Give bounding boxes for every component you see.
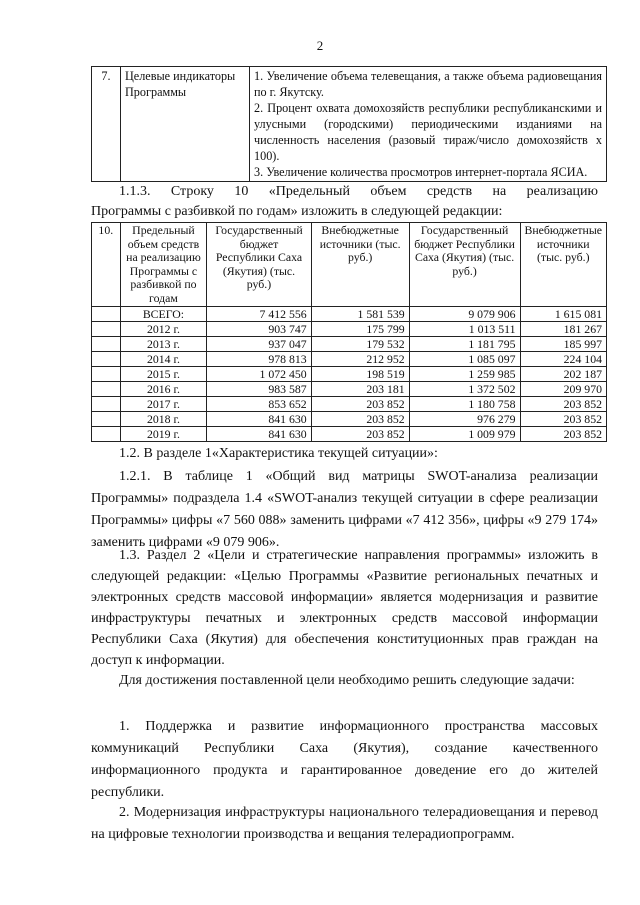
header-extra-budget: Внебюджетные источники (тыс. руб.) bbox=[311, 223, 409, 307]
cell-empty bbox=[92, 367, 121, 382]
cell-empty bbox=[92, 337, 121, 352]
table-row bbox=[92, 367, 607, 382]
cell-extra: 203 852 bbox=[311, 427, 409, 442]
table-row bbox=[92, 307, 607, 322]
paragraph-1-2-1 bbox=[91, 466, 598, 554]
cell-state-2: 1 085 097 bbox=[409, 352, 520, 367]
cell-extra-2: 203 852 bbox=[520, 412, 607, 427]
cell-extra: 179 532 bbox=[311, 337, 409, 352]
table-row bbox=[92, 397, 607, 412]
cell-label: 2014 г. bbox=[120, 352, 207, 367]
cell-label: 2012 г. bbox=[120, 322, 207, 337]
table-row bbox=[92, 427, 607, 442]
paragraph-goal bbox=[91, 670, 598, 691]
header-extra-budget-2: Внебюджетные источники (тыс. руб.) bbox=[520, 223, 607, 307]
cell-state-2: 1 013 511 bbox=[409, 322, 520, 337]
cell-label: ВСЕГО: bbox=[120, 307, 207, 322]
indicator-item: 3. Увеличение количества просмотров интернет-портала ЯСИА. bbox=[254, 165, 588, 179]
paragraph-task-1 bbox=[91, 716, 598, 804]
row-number: 7. bbox=[92, 67, 121, 182]
cell-empty bbox=[92, 352, 121, 367]
table-row bbox=[92, 337, 607, 352]
cell-state: 1 072 450 bbox=[207, 367, 311, 382]
cell-extra: 175 799 bbox=[311, 322, 409, 337]
cell-extra: 198 519 bbox=[311, 367, 409, 382]
paragraph-text: 1. Поддержка и развитие информационного пространства массовых коммуникаций Республики Саха (Якутия), создание качественного информационного продукта и гарантированное доведение его до жителей республики. bbox=[91, 719, 598, 800]
cell-state: 903 747 bbox=[207, 322, 311, 337]
paragraph-text: 2. Модернизация инфраструктуры национального телерадиовещания и перевод на цифровые технологии производства и вещания телерадиопрограмм. bbox=[91, 805, 598, 842]
cell-extra: 203 181 bbox=[311, 382, 409, 397]
cell-extra: 212 952 bbox=[311, 352, 409, 367]
cell-state-2: 1 181 795 bbox=[409, 337, 520, 352]
cell-empty bbox=[92, 397, 121, 412]
paragraph-1-2 bbox=[91, 444, 598, 464]
cell-state-2: 9 079 906 bbox=[409, 307, 520, 322]
table-row bbox=[92, 67, 607, 182]
cell-empty bbox=[92, 322, 121, 337]
cell-extra-2: 209 970 bbox=[520, 382, 607, 397]
cell-extra-2: 202 187 bbox=[520, 367, 607, 382]
paragraph-task-2 bbox=[91, 802, 598, 846]
cell-state: 983 587 bbox=[207, 382, 311, 397]
cell-extra: 203 852 bbox=[311, 412, 409, 427]
cell-state: 937 047 bbox=[207, 337, 311, 352]
cell-label: 2018 г. bbox=[120, 412, 207, 427]
cell-empty bbox=[92, 307, 121, 322]
cell-empty bbox=[92, 427, 121, 442]
page-number: 2 bbox=[316, 38, 324, 53]
cell-state-2: 1 372 502 bbox=[409, 382, 520, 397]
table-row bbox=[92, 352, 607, 367]
indicators-table bbox=[91, 66, 607, 182]
paragraph-1-3 bbox=[91, 545, 598, 671]
cell-state-2: 976 279 bbox=[409, 412, 520, 427]
header-title: Предельный объем средств на реализацию Программы с разбивкой по годам bbox=[120, 223, 207, 307]
paragraph-text: 1.3. Раздел 2 «Цели и стратегические направления программы» изложить в следующей редакции: «Целью Программы «Развитие региональных печатных и электронных средств массовой информации» является модернизация и развитие инфраструктуры печатных и электронных средств массовой информации Республики Саха (Якутия) для обеспечения конституционных прав граждан на доступ к информации. bbox=[91, 548, 598, 668]
paragraph-line: Программы с разбивкой по годам» изложить в следующей редакции: bbox=[91, 204, 503, 219]
cell-extra-2: 181 267 bbox=[520, 322, 607, 337]
cell-state: 7 412 556 bbox=[207, 307, 311, 322]
cell-state-2: 1 259 985 bbox=[409, 367, 520, 382]
indicators-list bbox=[250, 67, 607, 182]
cell-state-2: 1 180 758 bbox=[409, 397, 520, 412]
cell-extra: 203 852 bbox=[311, 397, 409, 412]
cell-label: 2016 г. bbox=[120, 382, 207, 397]
cell-extra: 1 581 539 bbox=[311, 307, 409, 322]
paragraph-text: 1.2.1. В таблице 1 «Общий вид матрицы SWOT-анализа реализации Программы» подраздела 1.4 «SWOT-анализ текущей ситуации в сфере реализации Программы» цифры «7 560 088» заменить цифрами «7 412 356», цифры «9 279 174» заменить цифрами «9 079 906». bbox=[91, 469, 598, 550]
cell-label: 2013 г. bbox=[120, 337, 207, 352]
paragraph-text: Для достижения поставленной цели необходимо решить следующие задачи: bbox=[119, 673, 575, 688]
header-state-budget: Государственный бюджет Республики Саха (Якутия) (тыс. руб.) bbox=[207, 223, 311, 307]
header-no: 10. bbox=[92, 223, 121, 307]
cell-empty bbox=[92, 382, 121, 397]
header-state-budget-2: Государственный бюджет Республики Саха (Якутия) (тыс. руб.) bbox=[409, 223, 520, 307]
cell-extra-2: 1 615 081 bbox=[520, 307, 607, 322]
indicator-item: 2. Процент охвата домохозяйств республики республиканскими и улусными (городскими) периодическими изданиями на численность населения (разовый тираж/число домохозяйств х 100). bbox=[254, 101, 602, 163]
funding-table bbox=[91, 222, 607, 442]
table-header-row bbox=[92, 223, 607, 307]
cell-extra-2: 203 852 bbox=[520, 427, 607, 442]
cell-label: 2015 г. bbox=[120, 367, 207, 382]
cell-state: 841 630 bbox=[207, 427, 311, 442]
cell-state: 853 652 bbox=[207, 397, 311, 412]
table-row bbox=[92, 382, 607, 397]
cell-label: 2017 г. bbox=[120, 397, 207, 412]
cell-extra-2: 203 852 bbox=[520, 397, 607, 412]
paragraph-1-1-3 bbox=[91, 182, 598, 222]
cell-empty bbox=[92, 412, 121, 427]
cell-state: 978 813 bbox=[207, 352, 311, 367]
paragraph-text: 1.2. В разделе 1«Характеристика текущей ситуации»: bbox=[119, 446, 438, 461]
table-row bbox=[92, 322, 607, 337]
paragraph-line: 1.1.3. Строку 10 «Предельный объем средств на реализацию bbox=[119, 184, 598, 199]
cell-extra-2: 185 997 bbox=[520, 337, 607, 352]
table-row bbox=[92, 412, 607, 427]
cell-state-2: 1 009 979 bbox=[409, 427, 520, 442]
indicator-item: 1. Увеличение объема телевещания, а также объема радиовещания по г. Якутску. bbox=[254, 69, 602, 99]
cell-extra-2: 224 104 bbox=[520, 352, 607, 367]
cell-label: 2019 г. bbox=[120, 427, 207, 442]
cell-state: 841 630 bbox=[207, 412, 311, 427]
row-name: Целевые индикаторы Программы bbox=[121, 67, 250, 182]
